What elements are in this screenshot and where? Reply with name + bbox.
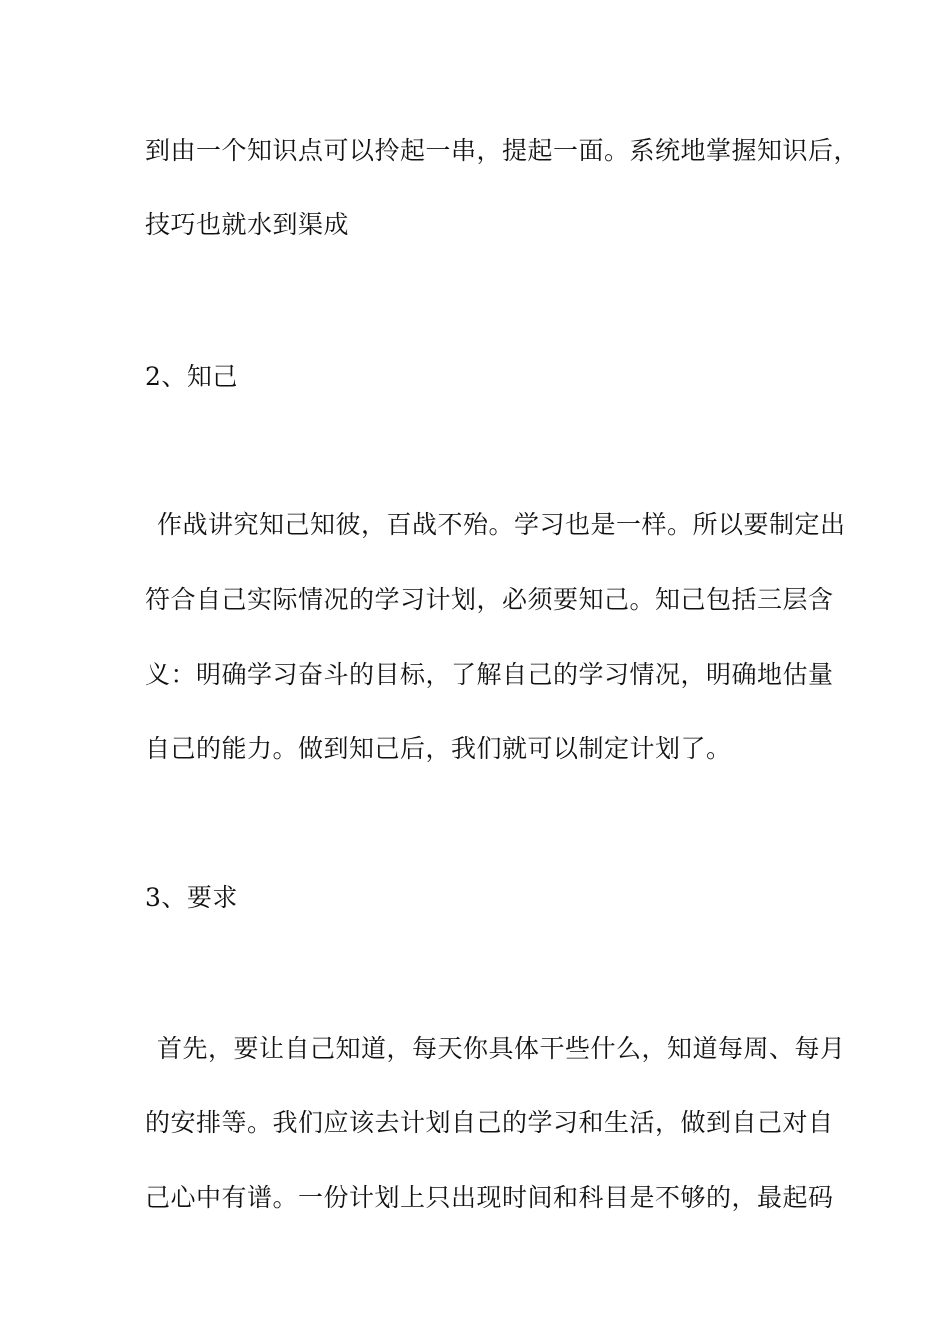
paragraph-line: 己心中有谱。一份计划上只出现时间和科目是不够的，最起码	[145, 1183, 834, 1212]
paragraph-line: 作战讲究知己知彼，百战不殆。学习也是一样。所以要制定出	[157, 510, 846, 539]
section-heading: 3、要求	[145, 883, 238, 912]
paragraph-line: 自己的能力。做到知己后，我们就可以制定计划了。	[145, 734, 732, 763]
paragraph-line: 到由一个知识点可以拎起一串，提起一面。系统地掌握知识后，	[145, 136, 860, 165]
paragraph-line: 义：明确学习奋斗的目标，了解自己的学习情况，明确地估量	[145, 660, 834, 689]
paragraph-line: 的安排等。我们应该去计划自己的学习和生活，做到自己对自	[145, 1108, 834, 1137]
paragraph-line: 首先，要让自己知道，每天你具体干些什么，知道每周、每月	[157, 1034, 846, 1063]
section-heading: 2、知己	[145, 362, 238, 391]
paragraph-line: 符合自己实际情况的学习计划，必须要知己。知己包括三层含	[145, 585, 834, 614]
paragraph-line: 技巧也就水到渠成	[145, 210, 350, 239]
